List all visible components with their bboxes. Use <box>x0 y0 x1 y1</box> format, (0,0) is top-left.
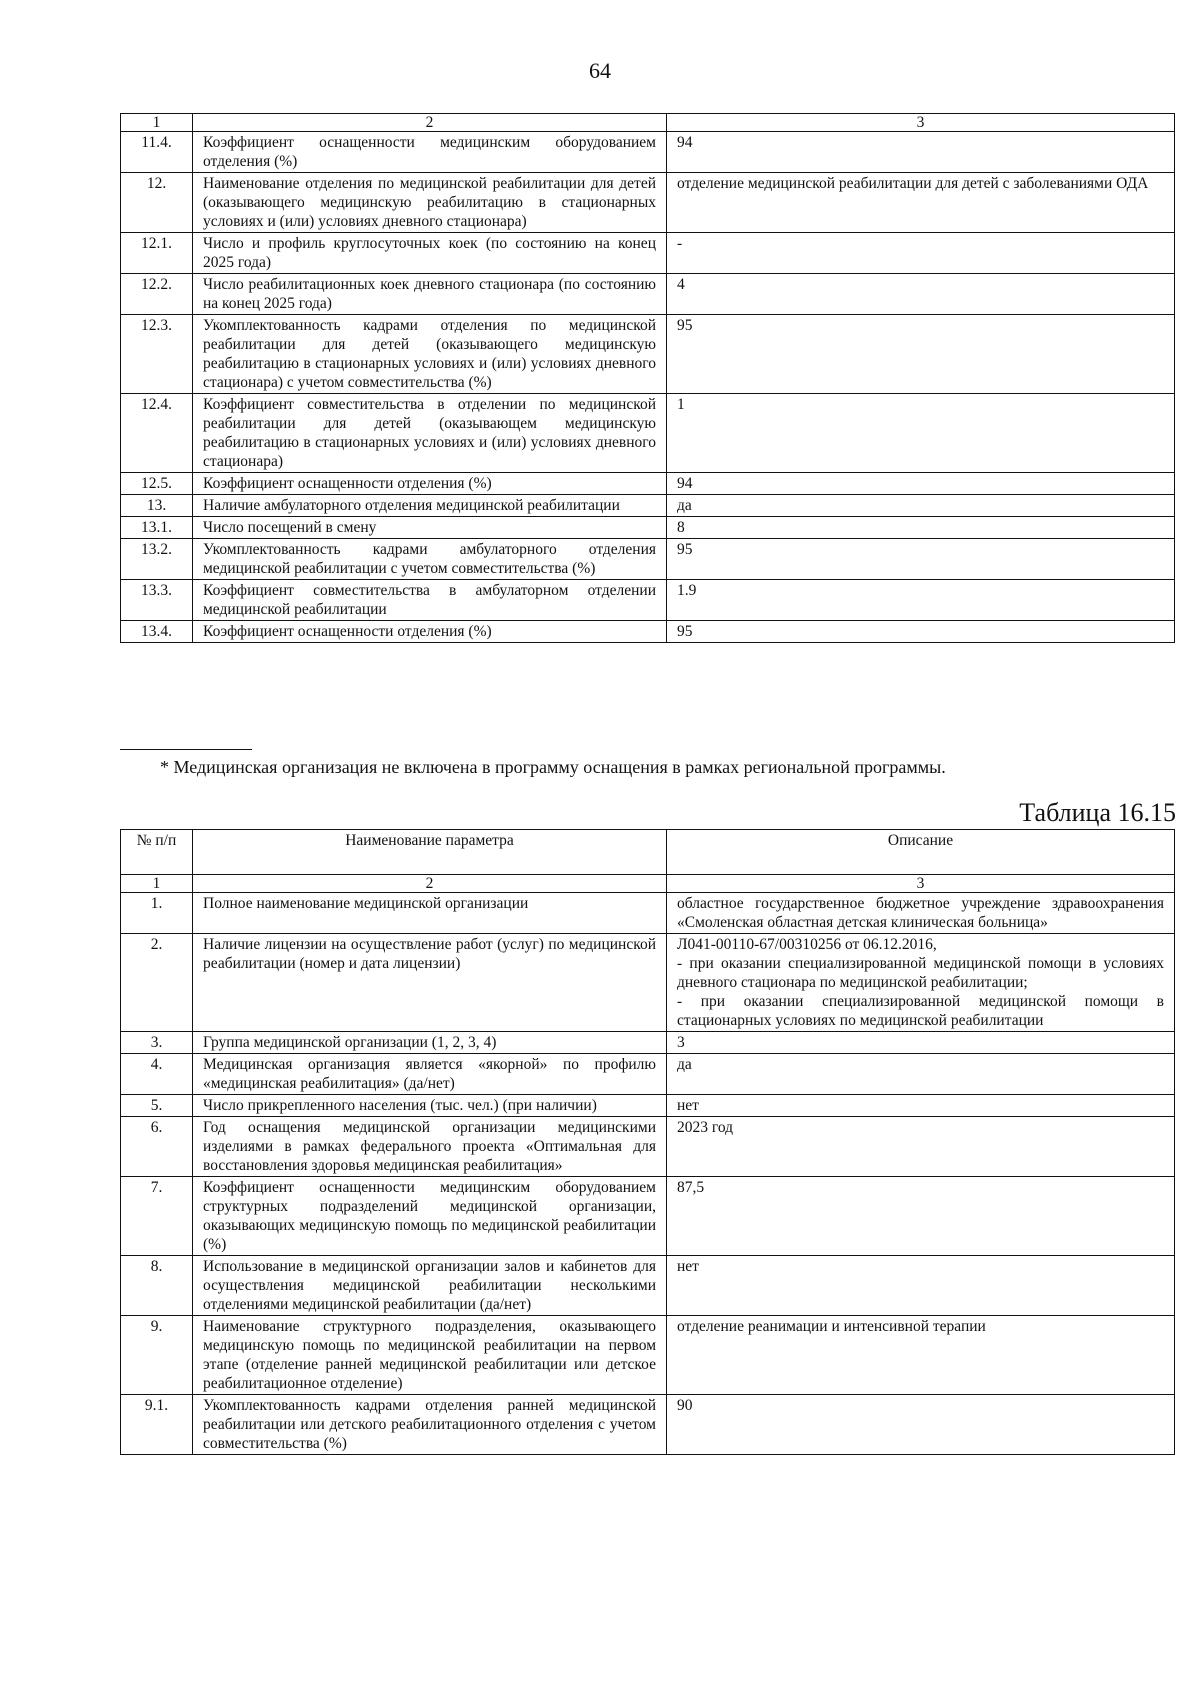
row-number: 13.4. <box>121 621 193 643</box>
parameter-name: Коэффициент совместительства в амбулаторном отделении медицинской реабилитации <box>193 580 667 621</box>
parameter-value: да <box>667 495 1175 517</box>
parameter-value <box>667 934 1175 1032</box>
table-row <box>121 1256 1175 1316</box>
parameter-value: 94 <box>667 132 1175 173</box>
table-row <box>121 580 1175 621</box>
row-number: 12.2. <box>121 274 193 315</box>
parameter-name: Наличие амбулаторного отделения медицинской реабилитации <box>193 495 667 517</box>
column-number-1: 1 <box>121 875 193 893</box>
parameter-name: Укомплектованность кадрами амбулаторного отделения медицинской реабилитации с учетом совместительства (%) <box>193 539 667 580</box>
table-row <box>121 315 1175 394</box>
parameter-value: 95 <box>667 621 1175 643</box>
parameter-name: Число посещений в смену <box>193 517 667 539</box>
table-row <box>121 132 1175 173</box>
row-number: 11.4. <box>121 132 193 173</box>
parameter-value: да <box>667 1054 1175 1095</box>
row-number: 1. <box>121 893 193 934</box>
parameter-name: Наименование структурного подразделения, оказывающего медицинскую помощь по медицинской реабилитации на первом этапе (отделение ранней медицинской реабилитации или детское реабилитационное отделение) <box>193 1316 667 1395</box>
parameter-name: Коэффициент совместительства в отделении по медицинской реабилитации для детей (оказывающем медицинскую реабилитацию в стационарных условиях и (или) условиях дневного стационара) <box>193 394 667 473</box>
parameter-value: 87,5 <box>667 1177 1175 1256</box>
parameter-value: нет <box>667 1095 1175 1117</box>
header-num: № п/п <box>121 830 193 875</box>
parameter-name: Группа медицинской организации (1, 2, 3, 4) <box>193 1032 667 1054</box>
parameters-table-16-15 <box>120 829 1175 1455</box>
parameter-value: нет <box>667 1256 1175 1316</box>
parameter-value: 4 <box>667 274 1175 315</box>
column-number-2: 2 <box>193 875 667 893</box>
table-row <box>121 1054 1175 1095</box>
table-row <box>121 473 1175 495</box>
row-number: 12.5. <box>121 473 193 495</box>
table-row <box>121 517 1175 539</box>
parameter-name: Медицинская организация является «якорной» по профилю «медицинская реабилитация» (да/нет) <box>193 1054 667 1095</box>
parameter-name: Число прикрепленного населения (тыс. чел.) (при наличии) <box>193 1095 667 1117</box>
parameter-value: 95 <box>667 539 1175 580</box>
header-param: Наименование параметра <box>193 830 667 875</box>
table-row <box>121 1095 1175 1117</box>
row-number: 3. <box>121 1032 193 1054</box>
parameter-name: Коэффициент оснащенности медицинским оборудованием отделения (%) <box>193 132 667 173</box>
parameter-value: 95 <box>667 315 1175 394</box>
row-number: 8. <box>121 1256 193 1316</box>
table-row <box>121 1395 1175 1455</box>
license-number: Л041-00110-67/00310256 от 06.12.2016, <box>677 936 937 953</box>
header-desc: Описание <box>667 830 1175 875</box>
table-row <box>121 495 1175 517</box>
table-row <box>121 1032 1175 1054</box>
table-row <box>121 394 1175 473</box>
parameter-name: Наименование отделения по медицинской реабилитации для детей (оказывающего медицинскую реабилитацию в стационарных условиях и (или) условиях дневного стационара) <box>193 173 667 233</box>
column-number-3: 3 <box>667 114 1175 132</box>
parameter-name: Укомплектованность кадрами отделения ранней медицинской реабилитации или детского реабилитационного отделения с учетом совместительства (%) <box>193 1395 667 1455</box>
parameter-value: областное государственное бюджетное учреждение здравоохранения «Смоленская областная детская клиническая больница» <box>667 893 1175 934</box>
column-number-2: 2 <box>193 114 667 132</box>
parameter-name: Число и профиль круглосуточных коек (по состоянию на конец 2025 года) <box>193 233 667 274</box>
footnote-divider <box>120 749 252 750</box>
parameter-value: 90 <box>667 1395 1175 1455</box>
parameter-value: 8 <box>667 517 1175 539</box>
parameter-name: Укомплектованность кадрами отделения по медицинской реабилитации для детей (оказывающего медицинскую реабилитацию в стационарных условиях и (или) условиях дневного стационара) с учетом совместительства (%) <box>193 315 667 394</box>
parameter-name: Коэффициент оснащенности отделения (%) <box>193 621 667 643</box>
row-number: 12.1. <box>121 233 193 274</box>
parameter-value: 2023 год <box>667 1117 1175 1177</box>
row-number: 13.3. <box>121 580 193 621</box>
column-number-row <box>121 875 1175 893</box>
column-number-1: 1 <box>121 114 193 132</box>
table-row <box>121 1316 1175 1395</box>
parameter-value: отделение медицинской реабилитации для детей с заболеваниями ОДА <box>667 173 1175 233</box>
parameter-name: Год оснащения медицинской организации медицинскими изделиями в рамках федерального проекта «Оптимальная для восстановления здоровья медицинская реабилитация» <box>193 1117 667 1177</box>
parameter-name: Число реабилитационных коек дневного стационара (по состоянию на конец 2025 года) <box>193 274 667 315</box>
table-row <box>121 1117 1175 1177</box>
parameter-value: отделение реанимации и интенсивной терапии <box>667 1316 1175 1395</box>
table-caption: Таблица 16.15 <box>1019 798 1176 827</box>
row-number: 2. <box>121 934 193 1032</box>
row-number: 4. <box>121 1054 193 1095</box>
table-row <box>121 274 1175 315</box>
row-number: 9.1. <box>121 1395 193 1455</box>
parameter-value: 1 <box>667 394 1175 473</box>
row-number: 7. <box>121 1177 193 1256</box>
column-number-3: 3 <box>667 875 1175 893</box>
parameter-name: Коэффициент оснащенности медицинским оборудованием структурных подразделений медицинской организации, оказывающих медицинскую помощь по медицинской реабилитации (%) <box>193 1177 667 1256</box>
page-number: 64 <box>589 58 611 83</box>
parameter-name: Полное наименование медицинской организации <box>193 893 667 934</box>
parameter-name: Коэффициент оснащенности отделения (%) <box>193 473 667 495</box>
parameter-value: 1.9 <box>667 580 1175 621</box>
table-row <box>121 233 1175 274</box>
parameter-name: Использование в медицинской организации залов и кабинетов для осуществления медицинской реабилитации несколькими отделениями медицинской реабилитации (да/нет) <box>193 1256 667 1316</box>
table-row <box>121 173 1175 233</box>
row-number: 13.2. <box>121 539 193 580</box>
parameter-value: 3 <box>667 1032 1175 1054</box>
table-row <box>121 934 1175 1032</box>
row-number: 13. <box>121 495 193 517</box>
row-number: 5. <box>121 1095 193 1117</box>
parameter-name: Наличие лицензии на осуществление работ (услуг) по медицинской реабилитации (номер и дата лицензии) <box>193 934 667 1032</box>
table-row <box>121 621 1175 643</box>
license-scope-item: - при оказании специализированной медицинской помощи в стационарных условиях по медицинской реабилитации <box>677 993 1164 1029</box>
footnote: * Медицинская организация не включена в программу оснащения в рамках региональной программы. <box>160 757 946 777</box>
row-number: 12. <box>121 173 193 233</box>
parameter-value: - <box>667 233 1175 274</box>
row-number: 9. <box>121 1316 193 1395</box>
table-row <box>121 539 1175 580</box>
license-scope-item: - при оказании специализированной медицинской помощи в условиях дневного стационара по медицинской реабилитации; <box>677 955 1164 991</box>
column-number-row <box>121 114 1175 132</box>
row-number: 12.4. <box>121 394 193 473</box>
row-number: 13.1. <box>121 517 193 539</box>
table-row <box>121 893 1175 934</box>
row-number: 6. <box>121 1117 193 1177</box>
parameters-table-continued <box>120 113 1175 643</box>
row-number: 12.3. <box>121 315 193 394</box>
table-row <box>121 1177 1175 1256</box>
parameter-value: 94 <box>667 473 1175 495</box>
header-row <box>121 830 1175 875</box>
